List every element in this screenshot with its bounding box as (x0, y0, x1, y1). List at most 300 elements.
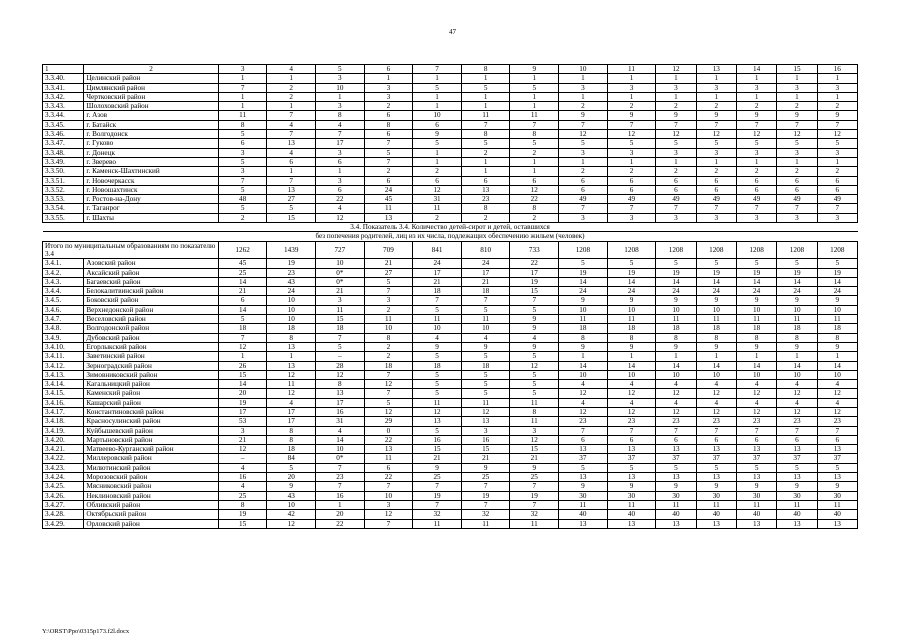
table-cell: 6 (364, 130, 413, 139)
table-cell: 3 (607, 83, 656, 92)
table-cell: 9 (777, 342, 817, 351)
table-cell: 4 (607, 398, 656, 407)
table-cell: 3 (218, 426, 267, 435)
table-cell: 7 (777, 426, 817, 435)
table-cell: 18 (607, 324, 656, 333)
table-cell: 2 (461, 213, 510, 222)
row-name: Каменский район (84, 389, 218, 398)
table-cell: 6 (218, 296, 267, 305)
table-cell: 21 (461, 454, 510, 463)
table-cell: 4 (777, 398, 817, 407)
row-name: г. Волгодонск (84, 130, 218, 139)
table-cell: 5 (218, 315, 267, 324)
table-cell: 17 (510, 268, 559, 277)
table-cell: 30 (777, 491, 817, 500)
table-cell: 7 (218, 176, 267, 185)
column-number: 6 (364, 65, 413, 74)
table-cell: 13 (736, 473, 776, 482)
row-code: 3.3.46. (43, 130, 84, 139)
row-name: Кашарский район (84, 398, 218, 407)
table-cell: 21 (461, 277, 510, 286)
table-cell: 18 (413, 287, 462, 296)
table-cell: 7 (559, 426, 608, 435)
row-code: 3.4.8. (43, 324, 84, 333)
table-cell: 6 (607, 185, 656, 194)
table-cell: 23 (696, 417, 736, 426)
table-cell: 14 (607, 277, 656, 286)
table-cell: 9 (736, 482, 776, 491)
table-cell: 7 (817, 120, 857, 129)
table-cell: 7 (510, 482, 559, 491)
table-cell: 3 (656, 148, 696, 157)
table-cell: 6 (656, 435, 696, 444)
table-cell: 6 (696, 176, 736, 185)
row-code: 3.4.13. (43, 370, 84, 379)
row-code: 3.4.26. (43, 491, 84, 500)
table-cell: 30 (696, 491, 736, 500)
table-cell: 15 (510, 445, 559, 454)
table-cell: 23 (461, 195, 510, 204)
table-cell: 6 (736, 185, 776, 194)
table-cell: 21 (316, 287, 365, 296)
row-name: Морозовский район (84, 473, 218, 482)
table-cell: 11 (413, 204, 462, 213)
table-cell: 2 (559, 167, 608, 176)
table-cell: 19 (218, 398, 267, 407)
table-cell: 5 (607, 139, 656, 148)
row-name: г. Зверево (84, 157, 218, 166)
table-cell: 2 (736, 102, 776, 111)
table-cell: 5 (218, 185, 267, 194)
table-cell: 25 (218, 491, 267, 500)
table-cell: 13 (267, 342, 316, 351)
table-cell: 15 (461, 445, 510, 454)
row-name: Кагальницкий район (84, 380, 218, 389)
table-cell: 24 (607, 287, 656, 296)
table-cell: 5 (461, 83, 510, 92)
table-cell: 10 (364, 324, 413, 333)
table-cell: 5 (777, 259, 817, 268)
table-cell: 5 (510, 380, 559, 389)
table-cell: 2 (461, 148, 510, 157)
table-cell: 7 (364, 370, 413, 379)
table-cell: 1 (777, 74, 817, 83)
table-cell: 1 (817, 74, 857, 83)
table-cell: 37 (736, 454, 776, 463)
table-cell: 9 (817, 111, 857, 120)
table-row (43, 148, 858, 157)
table-cell: 13 (777, 519, 817, 528)
table-cell: 15 (510, 287, 559, 296)
table-cell: 10 (559, 305, 608, 314)
row-name: Зимовниковский район (84, 370, 218, 379)
table-cell: 9 (696, 296, 736, 305)
row-code: 3.4.21. (43, 445, 84, 454)
table-cell: 6 (559, 185, 608, 194)
table-cell: 1 (510, 74, 559, 83)
table-cell: 3 (656, 213, 696, 222)
table-cell: 24 (696, 287, 736, 296)
footer-file-path: Y:\ORST\Ppo\0315p173.f2l.docx (42, 628, 130, 635)
table-cell: 1 (510, 102, 559, 111)
row-name: Белокалитвинский район (84, 287, 218, 296)
table-cell: 7 (510, 120, 559, 129)
table-cell: 6 (817, 176, 857, 185)
table-cell: 12 (559, 389, 608, 398)
table-cell: 14 (559, 361, 608, 370)
table-cell: 22 (510, 195, 559, 204)
table-cell: 1 (696, 352, 736, 361)
table-cell: 10 (267, 315, 316, 324)
table-cell: 5 (461, 352, 510, 361)
table-cell: 5 (817, 259, 857, 268)
total-value: 709 (364, 241, 413, 259)
row-name: Волгодонской район (84, 324, 218, 333)
table-cell: 10 (777, 305, 817, 314)
total-value: 1208 (777, 241, 817, 259)
table-cell: 9 (736, 342, 776, 351)
table-cell: 5 (461, 389, 510, 398)
table-cell: 9 (696, 342, 736, 351)
table-cell: 2 (696, 167, 736, 176)
table-cell: 7 (461, 296, 510, 305)
table-cell: 49 (559, 195, 608, 204)
table-cell: 8 (267, 426, 316, 435)
table-cell: 1 (510, 167, 559, 176)
row-name: Миллеровский район (84, 454, 218, 463)
row-name: Милютинский район (84, 463, 218, 472)
table-cell: 5 (696, 259, 736, 268)
table-cell: 20 (316, 510, 365, 519)
row-code: 3.3.49. (43, 157, 84, 166)
table-cell: 11 (656, 500, 696, 509)
table-cell: 84 (267, 454, 316, 463)
table-cell: 8 (607, 333, 656, 342)
table-cell: 2 (559, 102, 608, 111)
column-number: 16 (817, 65, 857, 74)
table-cell: 23 (656, 417, 696, 426)
table-cell: 6 (316, 157, 365, 166)
table-cell: 40 (607, 510, 656, 519)
table-cell: 30 (736, 491, 776, 500)
table-cell: 13 (461, 185, 510, 194)
table-cell: – (316, 352, 365, 361)
row-name: Заветинский район (84, 352, 218, 361)
table-row (43, 92, 858, 101)
table-cell: 8 (777, 333, 817, 342)
table-cell: 5 (510, 370, 559, 379)
table-cell: 1 (696, 92, 736, 101)
table-cell: 4 (559, 380, 608, 389)
table-cell: 3 (364, 83, 413, 92)
table-row (43, 185, 858, 194)
table-cell: 16 (218, 473, 267, 482)
table-row (43, 361, 858, 370)
row-code: 3.3.52. (43, 185, 84, 194)
row-code: 3.4.23. (43, 463, 84, 472)
table-cell: 3 (364, 500, 413, 509)
table-cell: 12 (817, 389, 857, 398)
table-cell: 7 (817, 204, 857, 213)
table-cell: 8 (267, 435, 316, 444)
table-cell: 6 (777, 176, 817, 185)
table-row (43, 74, 858, 83)
table-cell: 7 (696, 204, 736, 213)
column-number: 12 (656, 65, 696, 74)
table-cell: 4 (218, 463, 267, 472)
row-name: Неклиновский район (84, 491, 218, 500)
table-cell: 7 (413, 500, 462, 509)
table-cell: 12 (736, 130, 776, 139)
table-cell: 1 (736, 157, 776, 166)
table-cell: 6 (559, 435, 608, 444)
table-cell: 1 (413, 92, 462, 101)
table-cell: 9 (413, 130, 462, 139)
row-code: 3.3.51. (43, 176, 84, 185)
table-cell: 19 (510, 277, 559, 286)
table-cell: 9 (736, 111, 776, 120)
total-label: Итого по муниципальным образованиям по показателю 3.4 (43, 241, 219, 259)
table-cell: 20 (218, 389, 267, 398)
table-cell: 14 (777, 361, 817, 370)
table-cell: 37 (607, 454, 656, 463)
table-cell: 1 (777, 352, 817, 361)
table-cell: 2 (267, 92, 316, 101)
table-cell: 49 (736, 195, 776, 204)
table-cell: 7 (777, 120, 817, 129)
table-cell: 1 (559, 92, 608, 101)
table-cell: 15 (218, 370, 267, 379)
table-cell: 2 (607, 167, 656, 176)
table-cell: 11 (607, 500, 656, 509)
table-cell: 0* (316, 454, 365, 463)
table-cell: 12 (316, 370, 365, 379)
row-code: 3.4.29. (43, 519, 84, 528)
table-cell: 1 (736, 352, 776, 361)
table-row (43, 120, 858, 129)
table-cell: 8 (364, 120, 413, 129)
table-cell: 5 (267, 204, 316, 213)
total-value: 810 (461, 241, 510, 259)
table-cell: 10 (364, 491, 413, 500)
table-cell: 24 (461, 259, 510, 268)
table-cell: 27 (267, 195, 316, 204)
row-name: г. Шахты (84, 213, 218, 222)
row-code: 3.4.11. (43, 352, 84, 361)
row-name: Аксайский район (84, 268, 218, 277)
row-code: 3.4.9. (43, 333, 84, 342)
table-cell: 8 (559, 333, 608, 342)
table-cell: 3 (607, 148, 656, 157)
table-row (43, 213, 858, 222)
table-cell: 7 (607, 204, 656, 213)
table-cell: 23 (777, 417, 817, 426)
row-code: 3.4.3. (43, 277, 84, 286)
table-cell: 3 (316, 102, 365, 111)
table-cell: 5 (777, 139, 817, 148)
table-row (43, 102, 858, 111)
table-cell: 3 (364, 92, 413, 101)
table-cell: 3 (736, 148, 776, 157)
table-cell: 9 (559, 482, 608, 491)
table-cell: 12 (656, 130, 696, 139)
table-cell: 5 (656, 463, 696, 472)
row-code: 3.3.42. (43, 92, 84, 101)
table-cell: 11 (364, 315, 413, 324)
row-name: г. Батайск (84, 120, 218, 129)
table-row (43, 407, 858, 416)
total-value: 733 (510, 241, 559, 259)
table-cell: 6 (736, 435, 776, 444)
table-cell: 7 (461, 120, 510, 129)
table-cell: 6 (364, 176, 413, 185)
table-cell: 17 (267, 407, 316, 416)
row-name: г. Таганрог (84, 204, 218, 213)
table-cell: 13 (364, 213, 413, 222)
table-cell: 12 (364, 407, 413, 416)
table-cell: 5 (510, 83, 559, 92)
table-cell: 9 (267, 482, 316, 491)
table-row (43, 287, 858, 296)
table-cell: 3 (656, 83, 696, 92)
table-row (43, 139, 858, 148)
table-cell: 1 (461, 74, 510, 83)
total-value: 841 (413, 241, 462, 259)
table-cell: 4 (413, 333, 462, 342)
table-cell: 9 (510, 315, 559, 324)
table-cell: 5 (607, 259, 656, 268)
table-cell: 12 (696, 130, 736, 139)
table-cell: 2 (510, 148, 559, 157)
table-cell: 3 (559, 213, 608, 222)
table-cell: 9 (777, 111, 817, 120)
table-cell: 5 (736, 463, 776, 472)
table-row (43, 519, 858, 528)
row-code: 3.4.10. (43, 342, 84, 351)
table-cell: 1 (267, 74, 316, 83)
table-cell: 9 (559, 296, 608, 305)
table-row (43, 491, 858, 500)
table-cell: 6 (364, 111, 413, 120)
table-cell: 1 (413, 148, 462, 157)
table-cell: 40 (656, 510, 696, 519)
table-cell: 11 (559, 315, 608, 324)
table-cell: 1 (413, 102, 462, 111)
table-cell: 1 (510, 157, 559, 166)
table-row (43, 259, 858, 268)
table-cell: 21 (218, 287, 267, 296)
table-cell: 3 (696, 148, 736, 157)
table-cell: 15 (413, 445, 462, 454)
table-cell: 3 (817, 83, 857, 92)
table-cell: 9 (736, 296, 776, 305)
table-cell: 18 (364, 361, 413, 370)
row-name: Матвеево-Курганский район (84, 445, 218, 454)
row-name: г. Новошахтинск (84, 185, 218, 194)
table-cell: 2 (267, 83, 316, 92)
table-cell: 7 (696, 426, 736, 435)
table-cell: 6 (510, 176, 559, 185)
table-cell: 5 (817, 463, 857, 472)
table-cell: 18 (316, 324, 365, 333)
table-cell: 16 (461, 435, 510, 444)
table-cell: 6 (656, 176, 696, 185)
table-cell: 10 (461, 324, 510, 333)
row-name: Азовский район (84, 259, 218, 268)
table-cell: 3 (696, 213, 736, 222)
table-cell: 1 (559, 157, 608, 166)
table-cell: 40 (559, 510, 608, 519)
table-cell: 5 (559, 139, 608, 148)
table-cell: 24 (267, 287, 316, 296)
table-cell: 12 (267, 389, 316, 398)
table-cell: 9 (510, 342, 559, 351)
table-cell: 17 (316, 398, 365, 407)
table-cell: 12 (607, 130, 656, 139)
table-cell: 6 (267, 157, 316, 166)
table-cell: 49 (656, 195, 696, 204)
section-title: 3.4. Показатель 3.4. Количество детей-сирот и детей, оставшихся (43, 223, 858, 232)
table-cell: 14 (218, 305, 267, 314)
table-cell: 19 (559, 268, 608, 277)
table-cell: 11 (510, 417, 559, 426)
table-cell: 4 (559, 398, 608, 407)
table-cell: 9 (607, 342, 656, 351)
table-cell: 1 (461, 92, 510, 101)
table-cell: 21 (510, 454, 559, 463)
table-cell: 3 (316, 296, 365, 305)
table-cell: 9 (777, 482, 817, 491)
table-cell: 22 (364, 473, 413, 482)
table-row (43, 398, 858, 407)
table-cell: 12 (696, 407, 736, 416)
table-row (43, 482, 858, 491)
table-cell: 13 (607, 445, 656, 454)
table-cell: 6 (218, 139, 267, 148)
table-cell: 12 (817, 407, 857, 416)
table-cell: 6 (316, 185, 365, 194)
table-cell: 14 (218, 380, 267, 389)
table-cell: 12 (413, 407, 462, 416)
table-cell: 14 (218, 277, 267, 286)
table-cell: 11 (364, 454, 413, 463)
table-row (43, 445, 858, 454)
table-cell: 7 (364, 389, 413, 398)
table-cell: 19 (656, 268, 696, 277)
table-cell: 11 (461, 111, 510, 120)
table-cell: 2 (736, 167, 776, 176)
table-cell: 7 (461, 500, 510, 509)
table-cell: 37 (817, 454, 857, 463)
table-cell: 5 (461, 370, 510, 379)
table-row (43, 324, 858, 333)
table-cell: 9 (559, 342, 608, 351)
table-cell: 23 (316, 473, 365, 482)
table-cell: 2 (817, 102, 857, 111)
table-cell: 10 (316, 83, 365, 92)
row-code: 3.3.54. (43, 204, 84, 213)
table-cell: 25 (413, 473, 462, 482)
table-cell: 6 (364, 463, 413, 472)
table-cell: 7 (656, 120, 696, 129)
table-cell: 13 (559, 473, 608, 482)
column-number: 10 (559, 65, 608, 74)
table-row (43, 111, 858, 120)
table-cell: 2 (364, 342, 413, 351)
row-code: 3.3.41. (43, 83, 84, 92)
table-row (43, 510, 858, 519)
table-cell: 7 (316, 482, 365, 491)
